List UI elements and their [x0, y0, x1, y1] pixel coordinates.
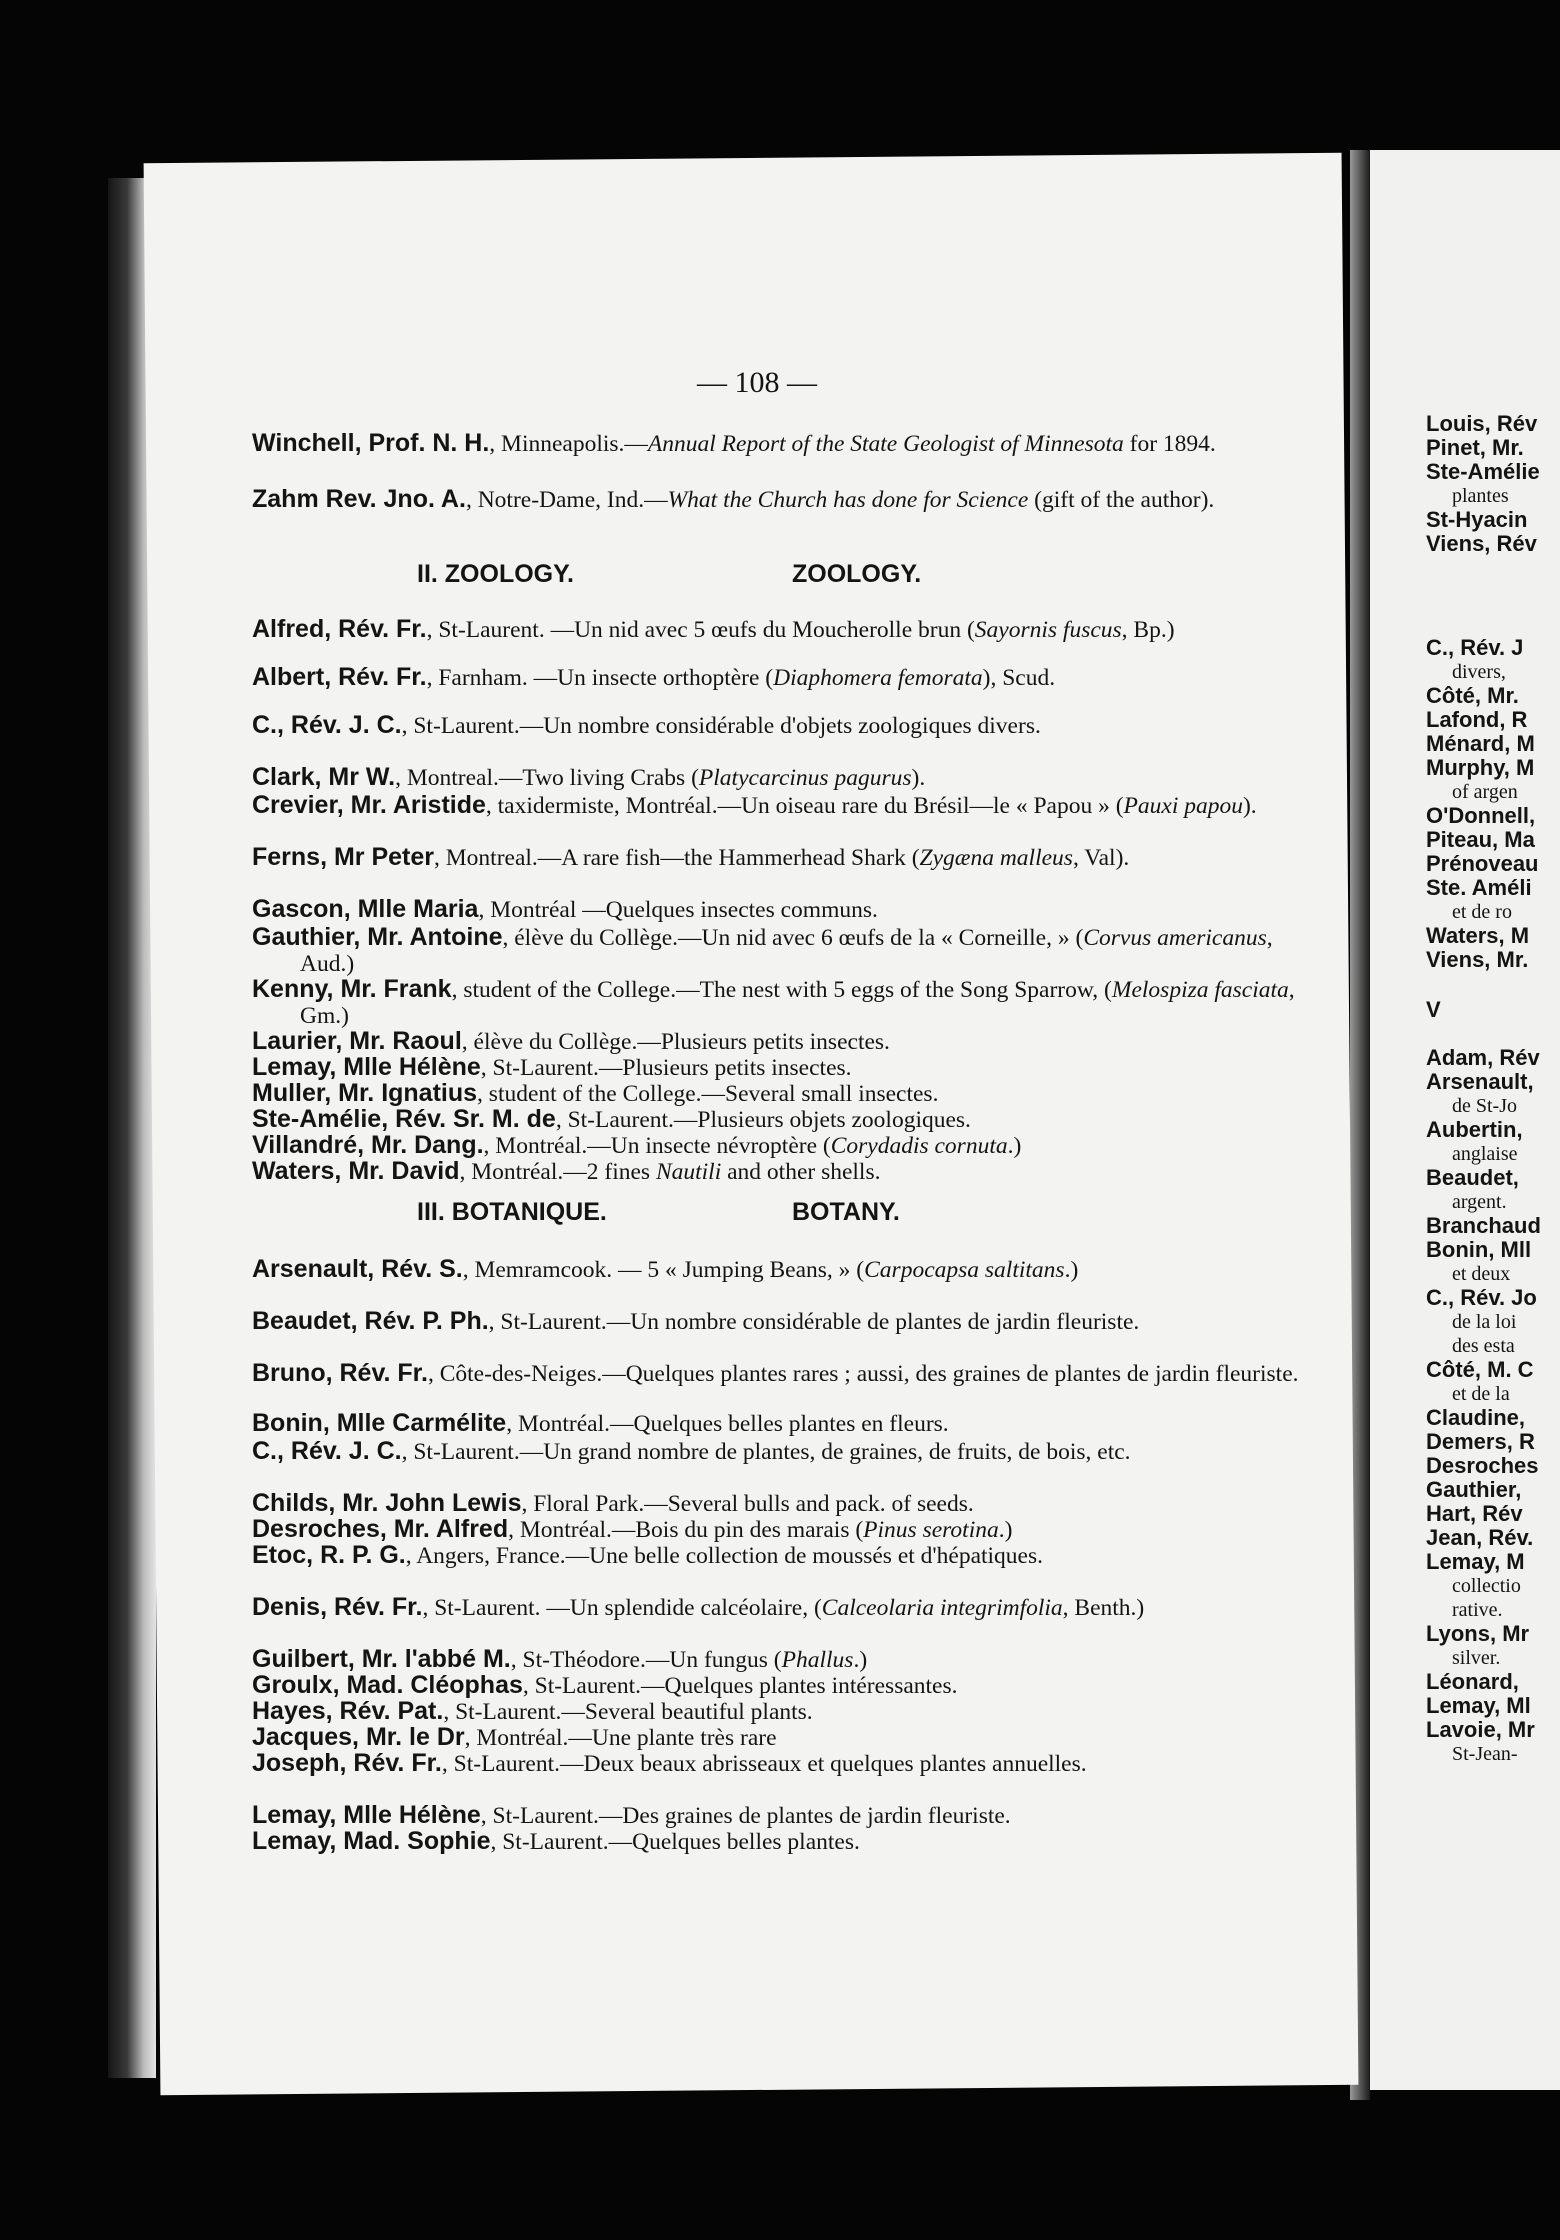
donor-name: Jacques, Mr. le Dr — [252, 1723, 465, 1751]
donor-name: Childs, Mr. John Lewis — [252, 1489, 522, 1517]
adjacent-page-line: St-Jean- — [1452, 1743, 1518, 1765]
donation-text: , Côte-des-Neiges.—Quelques plantes rares ; aussi, des graines de plantes de jardin fleuriste. — [427, 1361, 1299, 1387]
list-item — [252, 1410, 1310, 1437]
adjacent-page-line: V — [1426, 997, 1441, 1022]
donor-name: Albert, Rév. Fr. — [252, 663, 427, 691]
donor-name: Bruno, Rév. Fr. — [252, 1359, 428, 1387]
donation-text: , student of the College.—Several small insectes. — [477, 1081, 939, 1107]
donation-text-end: , Bp.) — [1121, 617, 1175, 643]
donation-text: , St-Laurent.—Un nombre considérable de plantes de jardin fleuriste. — [488, 1309, 1140, 1335]
donation-text: , St-Laurent.—Plusieurs petits insectes. — [480, 1055, 852, 1081]
donor-name: Bonin, Mlle Carmélite — [252, 1409, 507, 1437]
adjacent-page-line: O'Donnell, — [1426, 803, 1536, 828]
donation-title: Calceolaria integrimfolia — [821, 1595, 1063, 1621]
list-item — [252, 1438, 1310, 1465]
list-item — [252, 1828, 1310, 1855]
adjacent-page-line: collectio — [1452, 1575, 1521, 1597]
donor-name: Winchell, Prof. N. H. — [252, 429, 490, 457]
list-item — [252, 1158, 1310, 1185]
adjacent-page-line: et deux — [1452, 1263, 1511, 1285]
adjacent-page-line: Arsenault, — [1426, 1069, 1534, 1094]
adjacent-page-line: anglaise — [1452, 1143, 1518, 1165]
donation-text: , St-Laurent.—Several beautiful plants. — [443, 1699, 813, 1725]
section-heading-fr: III. BOTANIQUE. — [417, 1198, 607, 1226]
list-item — [252, 844, 1310, 871]
donation-text: , Notre-Dame, Ind.— — [465, 487, 668, 513]
donor-name: Joseph, Rév. Fr. — [252, 1749, 442, 1777]
adjacent-page-line: et de la — [1452, 1383, 1510, 1405]
list-item — [252, 1542, 1310, 1569]
donation-title: Pauxi papou — [1123, 793, 1243, 819]
donation-text: , Minneapolis.— — [489, 431, 648, 457]
list-item — [252, 1516, 1310, 1543]
list-item — [252, 616, 1310, 643]
list-item — [252, 1256, 1310, 1283]
section-heading-en: BOTANY. — [792, 1198, 900, 1226]
adjacent-page-line: Branchaud — [1426, 1213, 1541, 1238]
donation-text-end: (gift of the author). — [1028, 487, 1215, 513]
donation-title: Nautili — [655, 1159, 722, 1185]
section-heading — [252, 560, 1262, 592]
list-item — [252, 1750, 1310, 1777]
list-item — [252, 976, 1310, 1029]
donation-text-end: .) — [1064, 1257, 1079, 1283]
donor-name: Laurier, Mr. Raoul — [252, 1027, 462, 1055]
donation-text: , élève du Collège.—Un nid avec 6 œufs de la « Corneille, » ( — [502, 925, 1084, 951]
donation-text-end: ). — [911, 765, 926, 791]
donation-text: , St-Théodore.—Un fungus ( — [510, 1647, 782, 1673]
donation-text: , Montréal.—Un insecte névroptère ( — [483, 1133, 831, 1159]
adjacent-page-line: Louis, Rév — [1426, 411, 1538, 436]
list-item — [252, 1646, 1310, 1673]
adjacent-page-line: Waters, M — [1426, 923, 1530, 948]
adjacent-page-line: rative. — [1452, 1599, 1503, 1621]
donor-name: Crevier, Mr. Aristide — [252, 791, 486, 819]
donor-name: Arsenault, Rév. S. — [252, 1255, 463, 1283]
donation-text: , St-Laurent. —Un nid avec 5 œufs du Moucherolle brun ( — [426, 617, 975, 643]
donation-text: , Montréal.—2 fines — [459, 1159, 656, 1185]
adjacent-page-line: Beaudet, — [1426, 1165, 1519, 1190]
donor-name: Desroches, Mr. Alfred — [252, 1515, 509, 1543]
adjacent-page-line: Adam, Rév — [1426, 1045, 1540, 1070]
adjacent-page-line: Jean, Rév. — [1426, 1525, 1534, 1550]
adjacent-page-line: Viens, Rév — [1426, 531, 1537, 556]
section-heading-en: ZOOLOGY. — [792, 560, 922, 588]
list-item — [252, 1802, 1310, 1829]
adjacent-page-line: Aubertin, — [1426, 1117, 1523, 1142]
donation-title: Platycarcinus pagurus — [698, 765, 912, 791]
adjacent-page-line: Demers, R — [1426, 1429, 1535, 1454]
donor-name: Hayes, Rév. Pat. — [252, 1697, 444, 1725]
adjacent-page-line: silver. — [1452, 1647, 1501, 1669]
donation-text-end: and other shells. — [721, 1159, 881, 1185]
donor-name: Lemay, Mad. Sophie — [252, 1827, 491, 1855]
list-item — [252, 1054, 1310, 1081]
donation-text-end: , Val). — [1072, 845, 1130, 871]
adjacent-page-line: Lafond, R — [1426, 707, 1528, 732]
donor-name: Lemay, Mlle Hélène — [252, 1801, 481, 1829]
donation-title: Carpocapsa saltitans — [864, 1257, 1065, 1283]
adjacent-page-line: Pinet, Mr. — [1426, 435, 1524, 460]
donation-title: What the Church has done for Science — [667, 487, 1029, 513]
donation-text: , Montréal.—Bois du pin des marais ( — [508, 1517, 864, 1543]
donor-name: Muller, Mr. Ignatius — [252, 1079, 478, 1107]
adjacent-page-line: Côté, M. C — [1426, 1357, 1534, 1382]
donation-text: , St-Laurent.—Deux beaux abrisseaux et quelques plantes annuelles. — [441, 1751, 1087, 1777]
donation-text: , student of the College.—The nest with 5 eggs of the Song Sparrow, ( — [451, 977, 1112, 1003]
adjacent-page-line: Hart, Rév — [1426, 1501, 1523, 1526]
donor-name: Kenny, Mr. Frank — [252, 975, 452, 1003]
donation-text-end: , Aud.) — [300, 925, 1273, 977]
adjacent-page-line: Murphy, M — [1426, 755, 1535, 780]
adjacent-page-line: of argen — [1452, 781, 1518, 803]
list-item — [252, 1080, 1310, 1107]
donation-text-end: ). — [1242, 793, 1257, 819]
list-item — [252, 430, 1310, 457]
list-item — [252, 924, 1310, 977]
donation-title: Diaphomera femorata — [773, 665, 983, 691]
adjacent-page-line: des esta — [1452, 1335, 1515, 1357]
list-item — [252, 1594, 1310, 1621]
adjacent-page-line: Lyons, Mr — [1426, 1621, 1530, 1646]
list-item — [252, 896, 1310, 923]
donation-title: Phallus — [781, 1647, 854, 1673]
adjacent-page-line: Lemay, Ml — [1426, 1693, 1531, 1718]
donation-text-end: for 1894. — [1123, 431, 1216, 457]
section-heading — [252, 1198, 1262, 1230]
donation-title: Corvus americanus — [1083, 925, 1267, 951]
donation-text: , St-Laurent.—Un grand nombre de plantes, de graines, de fruits, de bois, etc. — [401, 1439, 1131, 1465]
list-item — [252, 1132, 1310, 1159]
adjacent-page-line: Prénoveau — [1426, 851, 1539, 876]
donation-text-end: ), Scud. — [982, 665, 1056, 691]
donation-text: , Montréal —Quelques insectes communs. — [478, 897, 878, 923]
list-item — [252, 1028, 1310, 1055]
donation-text: , Montreal.—Two living Crabs ( — [395, 765, 699, 791]
adjacent-page-line: plantes — [1452, 485, 1509, 507]
adjacent-page-line: de la loi — [1452, 1311, 1517, 1333]
donation-text: , St-Laurent.—Quelques belles plantes. — [490, 1829, 860, 1855]
adjacent-page-line: Claudine, — [1426, 1405, 1526, 1430]
donation-title: Zygæna malleus — [919, 845, 1073, 871]
donor-name: Guilbert, Mr. l'abbé M. — [252, 1645, 511, 1673]
donation-text: , Memramcook. — 5 « Jumping Beans, » ( — [462, 1257, 865, 1283]
adjacent-page-line: Lavoie, Mr — [1426, 1717, 1535, 1742]
donation-title: Corydadis cornuta — [830, 1133, 1008, 1159]
donor-name: Waters, Mr. David — [252, 1157, 460, 1185]
list-item — [252, 1490, 1310, 1517]
donor-name: Groulx, Mad. Cléophas — [252, 1671, 523, 1699]
donor-name: Gascon, Mlle Maria — [252, 895, 479, 923]
list-item — [252, 792, 1310, 819]
donor-name: Etoc, R. P. G. — [252, 1541, 406, 1569]
donor-name: Beaudet, Rév. P. Ph. — [252, 1307, 489, 1335]
adjacent-page-line: Gauthier, — [1426, 1477, 1522, 1502]
adjacent-page-line: Léonard, — [1426, 1669, 1519, 1694]
donation-text-end: .) — [1007, 1133, 1022, 1159]
list-item — [252, 1698, 1310, 1725]
donation-text: , St-Laurent.—Un nombre considérable d'objets zoologiques divers. — [401, 713, 1041, 739]
donation-text: , St-Laurent.—Quelques plantes intéressantes. — [522, 1673, 958, 1699]
adjacent-page-line: Ménard, M — [1426, 731, 1535, 756]
list-item — [252, 486, 1310, 513]
donation-title: Melospiza fasciata — [1111, 977, 1289, 1003]
donor-name: Clark, Mr W. — [252, 763, 396, 791]
donor-name: C., Rév. J. C. — [252, 1437, 402, 1465]
donation-title: Pinus serotina — [863, 1517, 999, 1543]
donor-name: Villandré, Mr. Dang. — [252, 1131, 484, 1159]
donation-text-end: , Benth.) — [1062, 1595, 1145, 1621]
donation-text: , Farnham. —Un insecte orthoptère ( — [426, 665, 774, 691]
donation-text: , St-Laurent.—Des graines de plantes de jardin fleuriste. — [480, 1803, 1011, 1829]
adjacent-page-line: C., Rév. Jo — [1426, 1285, 1537, 1310]
donor-name: Gauthier, Mr. Antoine — [252, 923, 503, 951]
section-heading-fr: II. ZOOLOGY. — [417, 560, 574, 588]
adjacent-page-line: divers, — [1452, 661, 1506, 683]
adjacent-page-line: Ste. Améli — [1426, 875, 1532, 900]
donation-text: , Montréal.—Quelques belles plantes en fleurs. — [506, 1411, 949, 1437]
list-item — [252, 764, 1310, 791]
donation-text: , Floral Park.—Several bulls and pack. of seeds. — [521, 1491, 974, 1517]
donation-text-end: , Gm.) — [300, 977, 1295, 1029]
donation-text: , St-Laurent.—Plusieurs objets zoologiques. — [555, 1107, 971, 1133]
donation-text: , Angers, France.—Une belle collection de moussés et d'hépatiques. — [405, 1543, 1044, 1569]
list-item — [252, 1672, 1310, 1699]
donation-text: , St-Laurent. —Un splendide calcéolaire, ( — [422, 1595, 822, 1621]
adjacent-page-line: Desroches — [1426, 1453, 1539, 1478]
donor-name: Alfred, Rév. Fr. — [252, 615, 427, 643]
donor-name: Ste-Amélie, Rév. Sr. M. de — [252, 1105, 556, 1133]
adjacent-page-line: et de ro — [1452, 901, 1512, 923]
donation-title: Sayornis fuscus — [974, 617, 1122, 643]
adjacent-page-line: St-Hyacin — [1426, 507, 1528, 532]
list-item — [252, 1106, 1310, 1133]
donation-text: , Montreal.—A rare fish—the Hammerhead Shark ( — [434, 845, 920, 871]
adjacent-page-line: Ste-Amélie — [1426, 459, 1540, 484]
donor-name: Lemay, Mlle Hélène — [252, 1053, 481, 1081]
list-item — [252, 664, 1310, 691]
donation-text: , Montréal.—Une plante très rare — [464, 1725, 777, 1751]
adjacent-page-line: Bonin, Mll — [1426, 1237, 1532, 1262]
adjacent-page-line: Côté, Mr. — [1426, 683, 1519, 708]
donor-name: Zahm Rev. Jno. A. — [252, 485, 466, 513]
list-item — [252, 1360, 1310, 1387]
page-number: — 108 — — [697, 366, 817, 399]
adjacent-page-line: Viens, Mr. — [1426, 947, 1529, 972]
adjacent-page-line: argent. — [1452, 1191, 1507, 1213]
donor-name: Ferns, Mr Peter — [252, 843, 435, 871]
adjacent-page-line: C., Rév. J — [1426, 635, 1524, 660]
donation-text-end: .) — [998, 1517, 1013, 1543]
donation-text: , élève du Collège.—Plusieurs petits insectes. — [461, 1029, 890, 1055]
adjacent-page-line: de St-Jo — [1452, 1095, 1517, 1117]
adjacent-page-line: Piteau, Ma — [1426, 827, 1535, 852]
list-item — [252, 712, 1310, 739]
list-item — [252, 1724, 1310, 1751]
donor-name: Denis, Rév. Fr. — [252, 1593, 423, 1621]
donation-text: , taxidermiste, Montréal.—Un oiseau rare du Brésil—le « Papou » ( — [485, 793, 1124, 819]
list-item — [252, 1308, 1310, 1335]
donation-text-end: .) — [853, 1647, 868, 1673]
adjacent-page-line: Lemay, M — [1426, 1549, 1525, 1574]
donation-title: Annual Report of the State Geologist of Minnesota — [647, 431, 1124, 457]
donor-name: C., Rév. J. C. — [252, 711, 402, 739]
